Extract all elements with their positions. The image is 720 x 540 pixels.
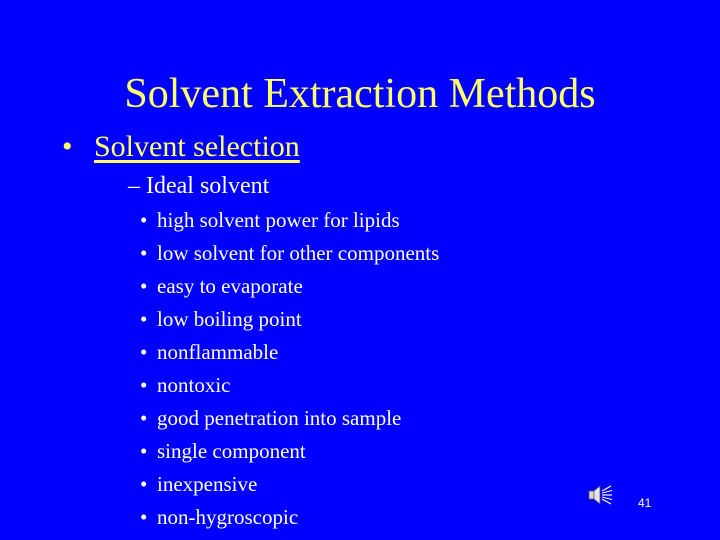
bullet-symbol: • bbox=[140, 406, 148, 430]
slide-title: Solvent Extraction Methods bbox=[124, 71, 596, 117]
bullet-symbol: • bbox=[140, 208, 148, 232]
bullet-text: Solvent selection bbox=[94, 130, 300, 163]
bullet-symbol: • bbox=[140, 340, 148, 364]
bullet-symbol: • bbox=[62, 130, 73, 163]
bullet-symbol: • bbox=[140, 505, 148, 529]
ideal-solvent-list bbox=[140, 204, 439, 534]
list-item bbox=[140, 237, 439, 270]
sub-bullet-symbol: – bbox=[128, 173, 140, 199]
bullet-symbol: • bbox=[140, 307, 148, 331]
list-item-text: inexpensive bbox=[157, 472, 258, 496]
list-item-text: non-hygroscopic bbox=[157, 505, 299, 529]
bullet-solvent-selection bbox=[62, 128, 300, 166]
speaker-sound-icon[interactable] bbox=[586, 482, 614, 508]
list-item bbox=[140, 336, 439, 369]
bullet-symbol: • bbox=[140, 274, 148, 298]
list-item-text: easy to evaporate bbox=[157, 274, 303, 298]
bullet-symbol: • bbox=[140, 439, 148, 463]
bullet-symbol: • bbox=[140, 373, 148, 397]
bullet-symbol: • bbox=[140, 241, 148, 265]
list-item bbox=[140, 435, 439, 468]
list-item-text: nonflammable bbox=[157, 340, 279, 364]
list-item bbox=[140, 303, 439, 336]
list-item-text: low solvent for other components bbox=[157, 241, 440, 265]
list-item-text: good penetration into sample bbox=[157, 406, 402, 430]
list-item bbox=[140, 369, 439, 402]
list-item-text: single component bbox=[157, 439, 306, 463]
list-item-text: nontoxic bbox=[157, 373, 231, 397]
list-item bbox=[140, 402, 439, 435]
bullet-symbol: • bbox=[140, 472, 148, 496]
list-item-text: high solvent power for lipids bbox=[157, 208, 400, 232]
list-item bbox=[140, 468, 439, 501]
list-item bbox=[140, 270, 439, 303]
sub-bullet-text: Ideal solvent bbox=[146, 173, 270, 199]
list-item-text: low boiling point bbox=[157, 307, 302, 331]
list-item bbox=[140, 501, 439, 534]
list-item bbox=[140, 204, 439, 237]
page-number: 41 bbox=[638, 496, 652, 510]
sub-bullet-ideal-solvent bbox=[128, 170, 269, 202]
